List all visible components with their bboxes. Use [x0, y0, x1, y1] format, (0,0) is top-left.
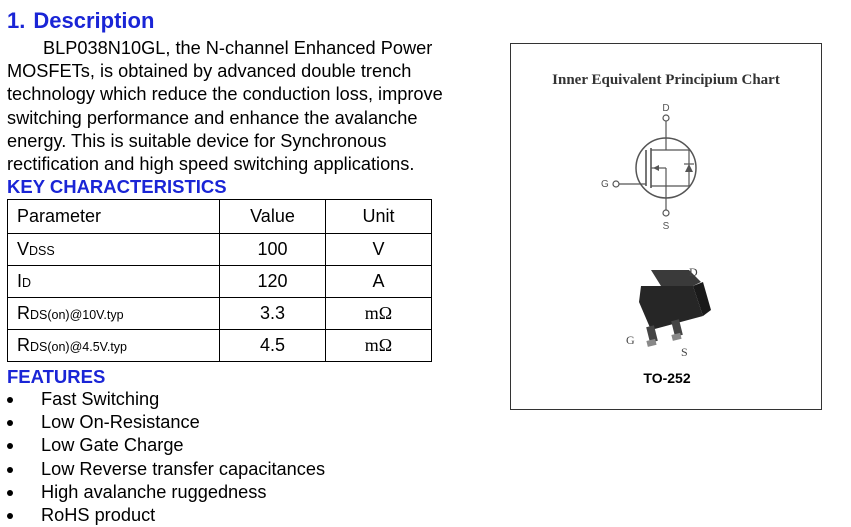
description-line: BLP038N10GL, the N-channel Enhanced Power: [43, 38, 433, 58]
description-line: rectification and high speed switching applications.: [7, 154, 415, 175]
schematic-gate-label: G: [601, 179, 609, 190]
to-252-package-icon: [621, 258, 721, 363]
value-cell: 100: [220, 234, 326, 266]
list-item: RoHS product: [0, 504, 325, 527]
key-characteristics-table: [7, 199, 432, 362]
features-heading: FEATURES: [7, 366, 106, 387]
list-item: High avalanche ruggedness: [0, 481, 325, 504]
list-item: Low On-Resistance: [0, 411, 325, 434]
parameter-cell: ID: [8, 266, 220, 298]
list-item: Low Reverse transfer capacitances: [0, 458, 325, 481]
bullet-icon: [7, 467, 13, 473]
bullet-icon: [7, 513, 13, 519]
list-item: Low Gate Charge: [0, 434, 325, 457]
bullet-icon: [7, 420, 13, 426]
unit-cell: A: [326, 266, 432, 298]
value-cell: 120: [220, 266, 326, 298]
table-row: [8, 330, 432, 362]
description-line: energy. This is suitable device for Synchronous: [7, 130, 387, 151]
schematic-source-label: S: [662, 221, 670, 232]
unit-cell: mΩ: [326, 330, 432, 362]
value-cell: 3.3: [220, 298, 326, 330]
package-source-label: S: [681, 345, 688, 359]
package-name: TO-252: [643, 370, 691, 386]
package-gate-label: G: [626, 333, 635, 347]
value-cell: 4.5: [220, 330, 326, 362]
header-parameter: Parameter: [8, 200, 220, 234]
table-row: [8, 298, 432, 330]
section-number: 1.: [7, 8, 26, 33]
bullet-icon: [7, 397, 13, 403]
parameter-cell: VDSS: [8, 234, 220, 266]
key-characteristics-heading: KEY CHARACTERISTICS: [7, 176, 227, 197]
description-paragraph: [7, 37, 497, 176]
table-row: [8, 234, 432, 266]
description-line: MOSFETs, is obtained by advanced double trench: [7, 61, 412, 82]
table-row: [8, 266, 432, 298]
bullet-icon: [7, 490, 13, 496]
unit-cell: V: [326, 234, 432, 266]
unit-cell: mΩ: [326, 298, 432, 330]
description-line: switching performance and enhance the avalanche: [7, 107, 418, 128]
figure-title: Inner Equivalent Principium Chart: [552, 72, 780, 88]
parameter-cell: RDS(on)@4.5V.typ: [8, 330, 220, 362]
list-item: Fast Switching: [0, 388, 325, 411]
section-heading: [7, 8, 154, 34]
header-unit: Unit: [326, 200, 432, 234]
section-title: Description: [33, 8, 155, 33]
schematic-drain-label: D: [662, 103, 670, 114]
equivalent-circuit-panel: [510, 43, 822, 410]
bullet-icon: [7, 443, 13, 449]
features-list: [0, 388, 325, 527]
table-header-row: [8, 200, 432, 234]
parameter-cell: RDS(on)@10V.typ: [8, 298, 220, 330]
package-drain-label: D: [689, 265, 698, 279]
description-line: technology which reduce the conduction loss, improve: [7, 84, 443, 105]
mosfet-schematic-icon: [591, 98, 741, 238]
header-value: Value: [220, 200, 326, 234]
